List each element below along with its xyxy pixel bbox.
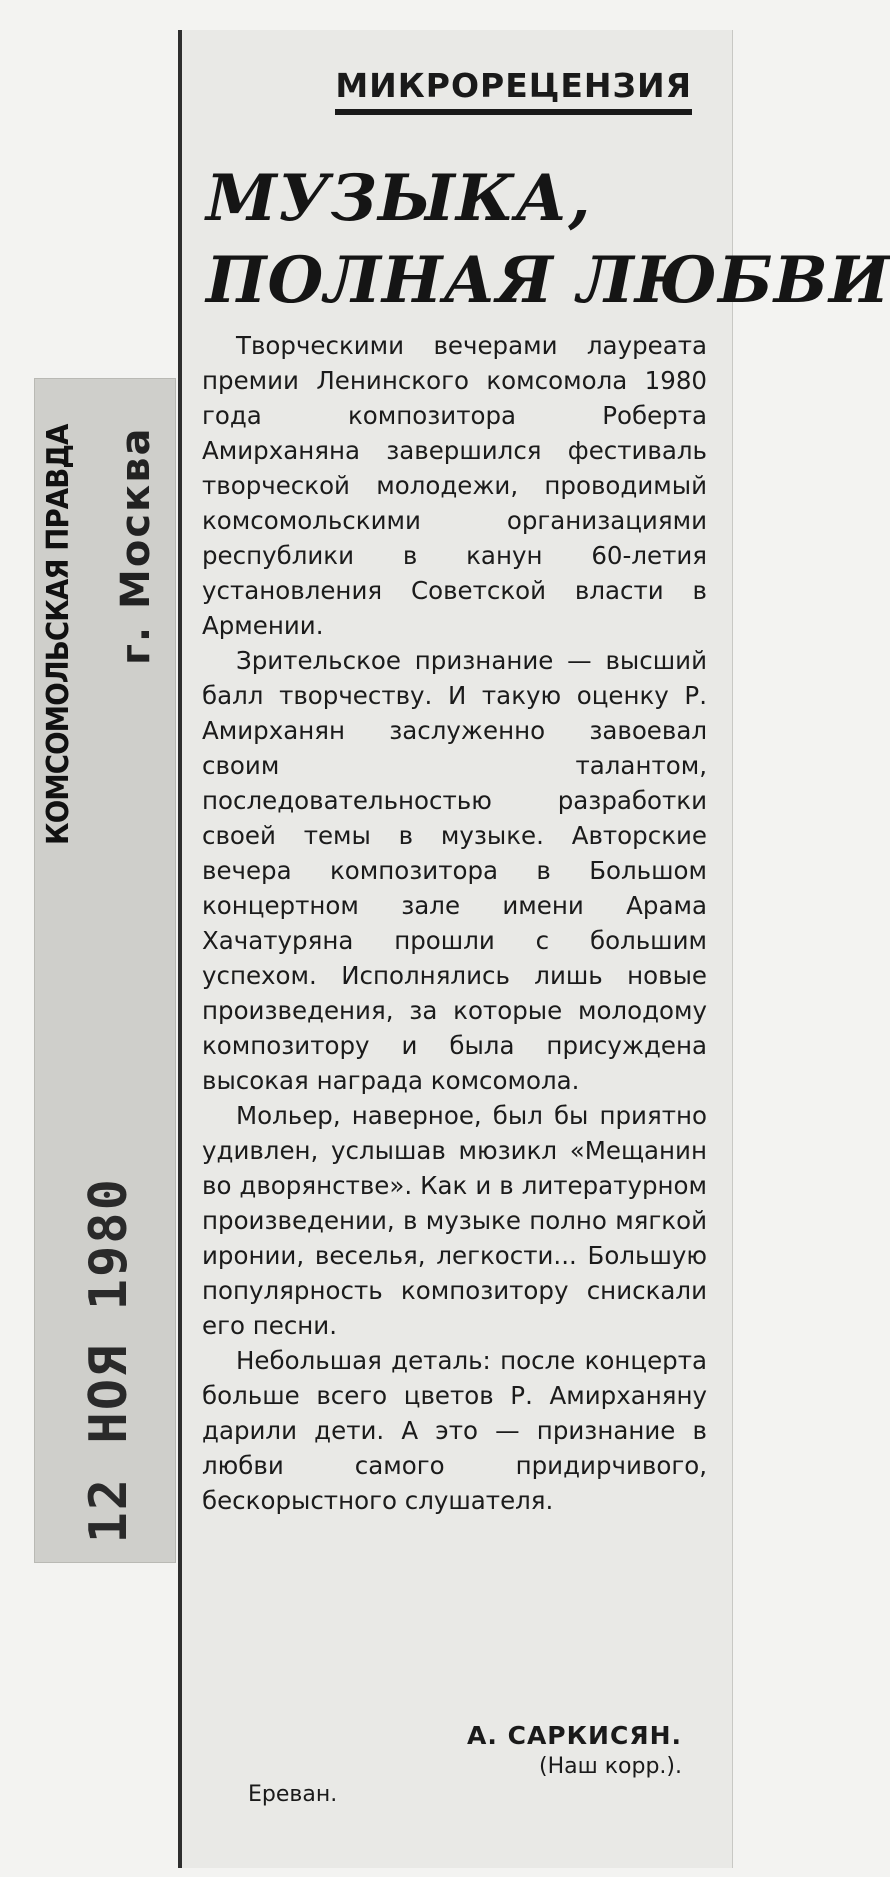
paragraph-4: Небольшая деталь: после концерта больше всего цветов Р. Амирханяну дарили дети. А это — признание в любви самого придирчивого, бескорыстного слушателя.: [202, 1346, 707, 1515]
paragraph-3: Мольер, наверное, был бы приятно удивлен, услышав мюзикл «Мещанин во дворянстве». Как и в литературном произведении, в музыке полно мягкой иронии, веселья, легкости... Большую популярность композитору снискали его песни.: [202, 1101, 707, 1340]
article-headline: [206, 158, 890, 322]
headline-line-2: ПОЛНАЯ ЛЮБВИ: [206, 243, 890, 318]
author-role: (Наш корр.).: [539, 1754, 682, 1779]
stamp-date: 12 НОЯ 1980: [79, 1177, 139, 1544]
author-name: А. САРКИСЯН.: [467, 1721, 682, 1750]
stamp-newspaper-name: КОМСОМОЛЬСКАЯ ПРАВДА: [41, 424, 76, 845]
archive-stamp: [34, 378, 176, 1563]
paragraph-1: Творческими вечерами лауреата премии Ленинского комсомола 1980 года композитора Роберта Амирханяна завершился фестиваль творческой молодежи, проводимый комсомольскими организациями республики в канун 60-летия установления Советской власти в Армении.: [202, 331, 707, 640]
stamp-text-block: [35, 379, 175, 1562]
signature-block: [467, 1721, 682, 1779]
article-body: [202, 328, 707, 1518]
paragraph-2: Зрительское признание — высший балл творчеству. И такую оценку Р. Амирханян заслуженно завоевал своим талантом, последовательностью разработки своей темы в музыке. Авторские вечера композитора в Большом концертном зале имени Арама Хачатуряна прошли с большим успехом. Исполнялись лишь новые произведения, за которые молодому композитору и была присуждена высокая награда комсомола.: [202, 646, 707, 1095]
rubric-label: МИКРОРЕЦЕНЗИЯ: [335, 66, 692, 115]
dateline-city: Ереван.: [248, 1782, 338, 1807]
headline-line-1: МУЗЫКА,: [206, 161, 592, 236]
stamp-city: г. Москва: [113, 426, 159, 665]
newspaper-clipping: [178, 30, 890, 1868]
